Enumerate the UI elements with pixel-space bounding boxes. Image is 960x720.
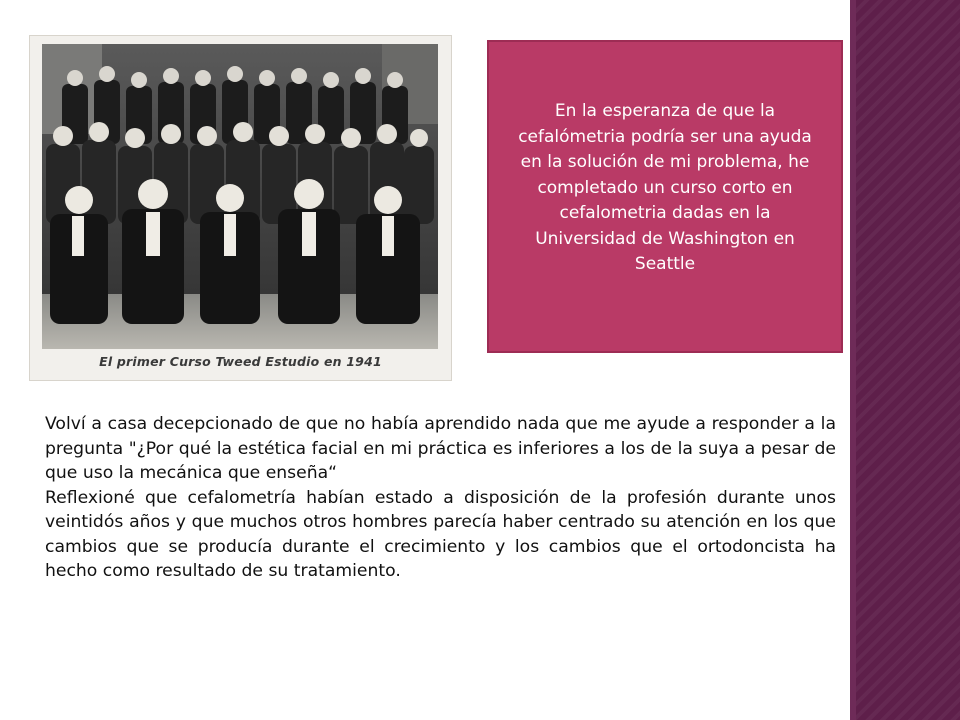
side-band-edge — [850, 0, 856, 720]
group-photo-image — [42, 44, 438, 349]
group-photo — [42, 44, 438, 349]
body-paragraph-2: Reflexioné que cefalometría habían estado a disposición de la profesión durante unos veintidós años y que muchos otros hombres parecía haber centrado su atención en los que cambios que se producía durante el crecimiento y los cambios que el ortodoncista ha hecho como resultado de su tratamiento. — [45, 487, 836, 581]
photo-caption: El primer Curso Tweed Estudio en 1941 — [99, 354, 382, 369]
group-photo-frame — [30, 36, 451, 380]
decorative-side-band — [850, 0, 960, 720]
body-paragraph-1: Volví a casa decepcionado de que no había aprendido nada que me ayude a responder a la pregunta "¿Por qué la estética facial en mi práctica es inferiores a los de la suya a pesar de que uso la mecánica que enseña“ — [45, 414, 836, 483]
callout-text: En la esperanza de que la cefalómetria podría ser una ayuda en la solución de mi problema, he completado un curso corto en cefalometria dadas en la Universidad de Washington en Seattle — [518, 101, 812, 274]
highlight-callout-box — [487, 40, 843, 353]
body-text-block — [45, 412, 836, 584]
